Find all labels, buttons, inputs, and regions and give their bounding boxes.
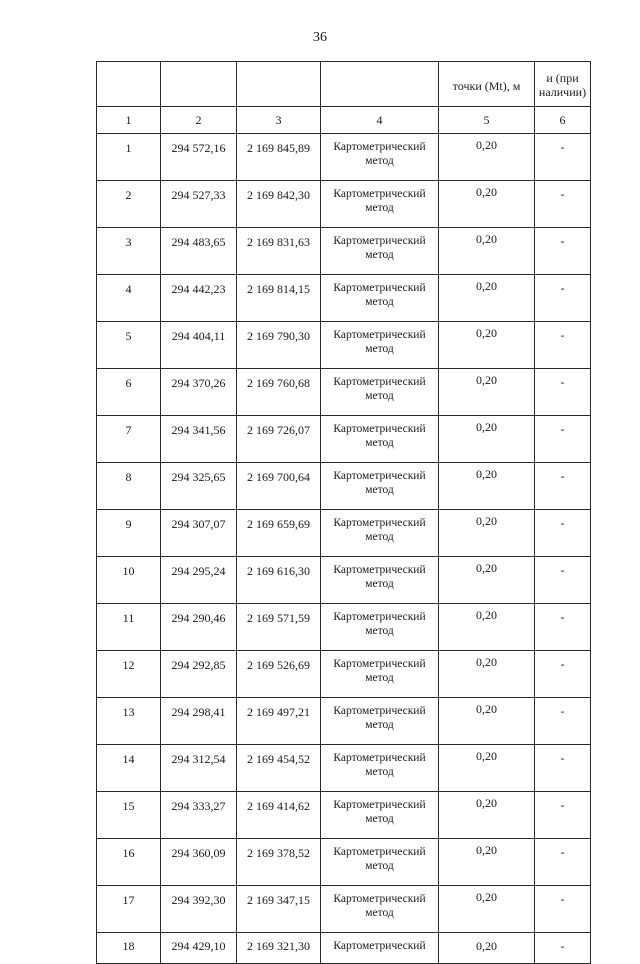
method-cell	[321, 933, 439, 964]
description-cell: -	[535, 134, 591, 181]
accuracy-cell: 0,20	[439, 134, 535, 181]
method-text: метод	[365, 249, 394, 261]
description-cell: -	[535, 886, 591, 933]
point-number-cell: 1	[97, 134, 161, 181]
method-text: метод	[365, 390, 394, 402]
y-coordinate-cell: 2 169 526,69	[237, 651, 321, 698]
accuracy-cell: 0,20	[439, 698, 535, 745]
method-cell	[321, 228, 439, 275]
method-cell	[321, 839, 439, 886]
point-number-cell: 11	[97, 604, 161, 651]
table-row	[97, 745, 591, 792]
table-row	[97, 933, 591, 964]
method-text: метод	[365, 672, 394, 684]
column-number: 1	[97, 107, 161, 134]
point-number-cell: 9	[97, 510, 161, 557]
table-row	[97, 463, 591, 510]
point-number-cell: 3	[97, 228, 161, 275]
method-cell	[321, 886, 439, 933]
point-number-cell: 8	[97, 463, 161, 510]
method-cell	[321, 322, 439, 369]
method-text: метод	[365, 296, 394, 308]
y-coordinate-cell: 2 169 497,21	[237, 698, 321, 745]
accuracy-cell: 0,20	[439, 228, 535, 275]
column-number: 2	[161, 107, 237, 134]
method-cell	[321, 745, 439, 792]
x-coordinate-cell: 294 307,07	[161, 510, 237, 557]
method-text: Картометрический	[333, 517, 426, 529]
method-cell	[321, 604, 439, 651]
description-cell: -	[535, 792, 591, 839]
description-cell: -	[535, 698, 591, 745]
y-coordinate-cell: 2 169 760,68	[237, 369, 321, 416]
accuracy-cell: 0,20	[439, 604, 535, 651]
method-cell	[321, 463, 439, 510]
point-number-cell: 5	[97, 322, 161, 369]
method-text: метод	[365, 437, 394, 449]
x-coordinate-cell: 294 392,30	[161, 886, 237, 933]
y-coordinate-cell: 2 169 454,52	[237, 745, 321, 792]
y-coordinate-cell: 2 169 414,62	[237, 792, 321, 839]
method-cell	[321, 792, 439, 839]
description-cell: -	[535, 275, 591, 322]
x-coordinate-cell: 294 429,10	[161, 933, 237, 964]
method-text: Картометрический	[333, 141, 426, 153]
description-cell: -	[535, 745, 591, 792]
accuracy-cell: 0,20	[439, 510, 535, 557]
x-coordinate-cell: 294 292,85	[161, 651, 237, 698]
y-coordinate-cell: 2 169 347,15	[237, 886, 321, 933]
header-cell	[237, 62, 321, 107]
method-cell	[321, 651, 439, 698]
accuracy-cell: 0,20	[439, 839, 535, 886]
accuracy-cell: 0,20	[439, 275, 535, 322]
method-text: метод	[365, 155, 394, 167]
method-text: Картометрический	[333, 235, 426, 247]
point-number-cell: 7	[97, 416, 161, 463]
point-number-cell: 16	[97, 839, 161, 886]
point-number-cell: 6	[97, 369, 161, 416]
y-coordinate-cell: 2 169 378,52	[237, 839, 321, 886]
method-cell	[321, 134, 439, 181]
method-text: метод	[365, 907, 394, 919]
method-text: метод	[365, 343, 394, 355]
method-cell	[321, 510, 439, 557]
x-coordinate-cell: 294 360,09	[161, 839, 237, 886]
accuracy-cell: 0,20	[439, 416, 535, 463]
x-coordinate-cell: 294 341,56	[161, 416, 237, 463]
y-coordinate-cell: 2 169 659,69	[237, 510, 321, 557]
table-row	[97, 322, 591, 369]
description-cell: -	[535, 228, 591, 275]
accuracy-cell: 0,20	[439, 181, 535, 228]
description-cell: -	[535, 839, 591, 886]
accuracy-cell: 0,20	[439, 886, 535, 933]
y-coordinate-cell: 2 169 571,59	[237, 604, 321, 651]
method-text: метод	[365, 860, 394, 872]
method-text: Картометрический	[333, 799, 426, 811]
method-cell	[321, 181, 439, 228]
method-text: Картометрический	[333, 188, 426, 200]
table-row	[97, 275, 591, 322]
method-text: Картометрический	[333, 470, 426, 482]
accuracy-cell: 0,20	[439, 322, 535, 369]
column-number: 3	[237, 107, 321, 134]
method-text: Картометрический	[333, 611, 426, 623]
description-cell: -	[535, 933, 591, 964]
method-text: Картометрический	[333, 658, 426, 670]
description-cell: -	[535, 322, 591, 369]
point-number-cell: 13	[97, 698, 161, 745]
method-cell	[321, 369, 439, 416]
method-text: Картометрический	[333, 940, 426, 952]
column-number: 5	[439, 107, 535, 134]
method-text: метод	[365, 766, 394, 778]
x-coordinate-cell: 294 325,65	[161, 463, 237, 510]
method-cell	[321, 275, 439, 322]
x-coordinate-cell: 294 404,11	[161, 322, 237, 369]
point-number-cell: 10	[97, 557, 161, 604]
header-cell	[97, 62, 161, 107]
accuracy-cell: 0,20	[439, 369, 535, 416]
accuracy-cell: 0,20	[439, 792, 535, 839]
x-coordinate-cell: 294 333,27	[161, 792, 237, 839]
table-row	[97, 839, 591, 886]
page-number: 36	[313, 30, 327, 45]
header-row-numbers	[97, 107, 591, 134]
description-cell: -	[535, 416, 591, 463]
x-coordinate-cell: 294 572,16	[161, 134, 237, 181]
method-text: Картометрический	[333, 752, 426, 764]
coordinates-table	[96, 61, 591, 964]
description-cell: -	[535, 651, 591, 698]
point-number-cell: 14	[97, 745, 161, 792]
point-number-cell: 18	[97, 933, 161, 964]
method-text: метод	[365, 578, 394, 590]
point-number-cell: 2	[97, 181, 161, 228]
x-coordinate-cell: 294 442,23	[161, 275, 237, 322]
method-text: Картометрический	[333, 376, 426, 388]
method-cell	[321, 698, 439, 745]
y-coordinate-cell: 2 169 814,15	[237, 275, 321, 322]
method-text: метод	[365, 484, 394, 496]
accuracy-cell: 0,20	[439, 463, 535, 510]
x-coordinate-cell: 294 370,26	[161, 369, 237, 416]
table-row	[97, 510, 591, 557]
method-text: Картометрический	[333, 846, 426, 858]
method-text: метод	[365, 625, 394, 637]
accuracy-cell: 0,20	[439, 557, 535, 604]
header-cell	[321, 62, 439, 107]
table-row	[97, 181, 591, 228]
method-text: Картометрический	[333, 423, 426, 435]
y-coordinate-cell: 2 169 842,30	[237, 181, 321, 228]
method-text: метод	[365, 202, 394, 214]
accuracy-cell: 0,20	[439, 745, 535, 792]
x-coordinate-cell: 294 483,65	[161, 228, 237, 275]
y-coordinate-cell: 2 169 700,64	[237, 463, 321, 510]
method-text: Картометрический	[333, 564, 426, 576]
description-cell: -	[535, 604, 591, 651]
description-cell: -	[535, 369, 591, 416]
method-cell	[321, 416, 439, 463]
point-number-cell: 15	[97, 792, 161, 839]
column-number: 4	[321, 107, 439, 134]
method-cell	[321, 557, 439, 604]
y-coordinate-cell: 2 169 321,30	[237, 933, 321, 964]
header-row-continued	[97, 62, 591, 107]
table-row	[97, 604, 591, 651]
table-row	[97, 557, 591, 604]
description-cell: -	[535, 510, 591, 557]
table-row	[97, 651, 591, 698]
y-coordinate-cell: 2 169 726,07	[237, 416, 321, 463]
header-cell	[161, 62, 237, 107]
accuracy-cell: 0,20	[439, 933, 535, 964]
y-coordinate-cell: 2 169 845,89	[237, 134, 321, 181]
table-row	[97, 134, 591, 181]
description-cell: -	[535, 463, 591, 510]
method-text: метод	[365, 531, 394, 543]
description-cell: -	[535, 181, 591, 228]
method-text: Картометрический	[333, 282, 426, 294]
x-coordinate-cell: 294 527,33	[161, 181, 237, 228]
table-row	[97, 886, 591, 933]
method-text: Картометрический	[333, 893, 426, 905]
point-number-cell: 4	[97, 275, 161, 322]
y-coordinate-cell: 2 169 790,30	[237, 322, 321, 369]
x-coordinate-cell: 294 295,24	[161, 557, 237, 604]
table-row	[97, 698, 591, 745]
table-row	[97, 228, 591, 275]
description-cell: -	[535, 557, 591, 604]
x-coordinate-cell: 294 298,41	[161, 698, 237, 745]
column-number: 6	[535, 107, 591, 134]
point-number-cell: 17	[97, 886, 161, 933]
table-row	[97, 416, 591, 463]
header-cell-description: и (при наличии)	[535, 62, 591, 107]
method-text: метод	[365, 813, 394, 825]
y-coordinate-cell: 2 169 616,30	[237, 557, 321, 604]
x-coordinate-cell: 294 312,54	[161, 745, 237, 792]
method-text: Картометрический	[333, 329, 426, 341]
table-row	[97, 792, 591, 839]
method-text: Картометрический	[333, 705, 426, 717]
header-cell-accuracy: точки (Mt), м	[439, 62, 535, 107]
x-coordinate-cell: 294 290,46	[161, 604, 237, 651]
method-text: метод	[365, 719, 394, 731]
y-coordinate-cell: 2 169 831,63	[237, 228, 321, 275]
point-number-cell: 12	[97, 651, 161, 698]
accuracy-cell: 0,20	[439, 651, 535, 698]
table-row	[97, 369, 591, 416]
